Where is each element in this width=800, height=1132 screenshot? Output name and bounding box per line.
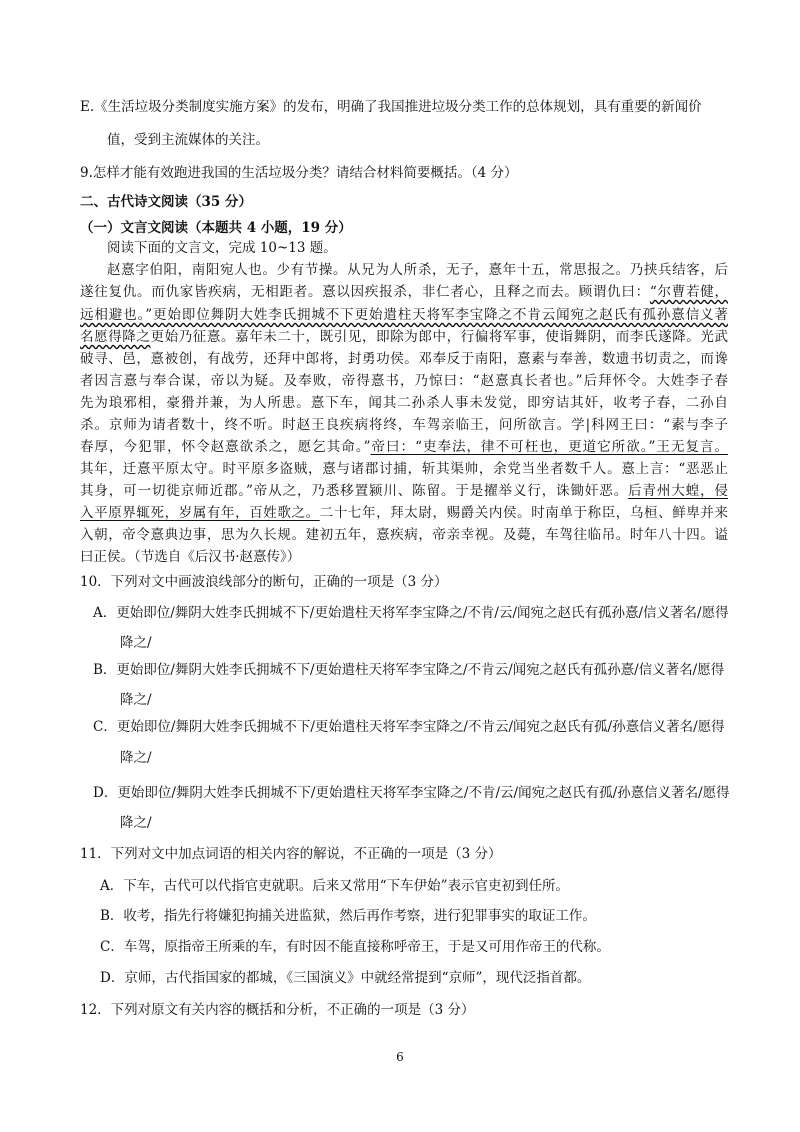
- q10-option-d[interactable]: D．更始即位/舞阴大姓李氏拥城不下/更始遣柱天将军李宝降之/不肯/云/闻宛之赵氏有孤/孙憙信义著名/愿得: [93, 785, 730, 801]
- passage-text: 遂往复仇。而仇家皆疾病，无相距者。憙以因疾报杀，非仁者心，且释之而去。顾谓仇曰：: [80, 284, 650, 300]
- reading-instruction: 阅读下面的文言文，完成 10~13 题。: [107, 240, 337, 256]
- q11-option-c[interactable]: C．车驾，原指帝王所乘的车，有时因不能直接称呼帝王，于是又可用作帝王的代称。: [100, 939, 610, 955]
- underlined-text: 后青州大蝗，侵: [628, 483, 729, 499]
- q10-option-a-cont: 降之/: [120, 635, 152, 651]
- wavy-underlined-text: 远相避也。”更始即位舞阴大姓李氏拥城不下更始遣柱天将军李宝降之不肯云闻宛之赵氏有孤孙憙信义著: [80, 307, 728, 323]
- passage-line: [80, 327, 728, 347]
- passage-text: 更始乃征憙。嘉年未二十，既引见，即除为郎中，行偏将军事，使诣舞阴，而李氏遂降。光武: [150, 329, 728, 345]
- question-9: 9.怎样才能有效跑进我国的生活垃圾分类？请结合材料简要概括。（4 分）: [80, 165, 518, 181]
- q10-option-a[interactable]: A．更始即位/舞阴大姓李氏拥城不下/更始遣柱天将军李宝降之/不肯/云/闻宛之赵氏有孤孙憙/信义著名/愿得: [93, 605, 729, 621]
- q11-option-b[interactable]: B．收考，指先行将嫌犯拘捕关进监狱，然后再作考察，进行犯罪事实的取证工作。: [100, 908, 596, 924]
- subsection-heading: （一）文言文阅读（本题共 4 小题，19 分）: [80, 220, 352, 236]
- wavy-underlined-text: “尔曹若健，: [649, 284, 729, 300]
- passage-line: 破寻、邑，憙被创，有战劳，还拜中郎将，封勇功侯。邓奉反于南阳，憙素与奉善，数遗书切责之，而谗: [80, 351, 728, 367]
- passage-line: [80, 305, 728, 325]
- passage-text: 二十七年，拜太尉，赐爵关内侯。时南单于称臣，乌桓、鲜卑并来: [319, 505, 729, 521]
- q10-option-b-cont: 降之/: [120, 692, 152, 708]
- underlined-text: 帝曰：“吏奉法，律不可枉也，更道它所欲。”王无复言。: [370, 439, 728, 455]
- passage-line: 赵憙字伯阳，南阳宛人也。少有节操。从兄为人所杀，无子，憙年十五，常思报之。乃挟兵结客，后: [107, 262, 728, 278]
- passage-line: 先为琅邪相，豪猾并兼，为人所患。憙下车，闻其二孙杀人事未发觉，即穷诘其奸，收考子春，二孙自: [80, 395, 728, 411]
- passage-line: 曰正侯。（节选自《后汉书·赵憙传》）: [80, 549, 301, 565]
- q10-option-b[interactable]: B．更始即位/舞阴大姓李氏拥城不下/更始遣柱天将军李宝降之/不肯云/闻宛之赵氏有孤孙憙/信义著名/愿得: [93, 662, 725, 678]
- passage-line: 杀。京师为请者数十，终不听。时赵王良疾病将终，车驾亲临王，问所欲言。学|科网王曰：“素与李子: [80, 417, 728, 433]
- passage-line: [80, 481, 728, 501]
- passage-text: 春厚，今犯罪，怀令赵憙欲杀之，愿乞其命。”: [80, 439, 371, 455]
- page-number: 6: [396, 1050, 404, 1064]
- passage-line: [80, 503, 728, 523]
- wavy-underlined-text: 名愿得降之: [80, 329, 151, 345]
- passage-text: 其身，可一切徙京师近郡。”帝从之，乃悉移置颍川、陈留。于是擢举义行，诛锄奸恶。: [80, 483, 629, 499]
- q10-option-c[interactable]: C．更始即位/舞阴大姓李氏拥城不下/更始遣柱天将军李宝降之/不肯云/闻宛之赵氏有孤/孙憙信义著名/愿得: [93, 719, 725, 735]
- question-12-stem: 12．下列对原文有关内容的概括和分析，不正确的一项是（3 分）: [80, 1002, 475, 1018]
- question-11-stem: 11．下列对文中加点词语的相关内容的解说，不正确的一项是（3 分）: [80, 846, 502, 862]
- passage-line: 入朝，帝令憙典边事，思为久长规。建初五年，憙疾病，帝亲幸视。及薨，车驾往临吊。时年八十四。谥: [80, 527, 728, 543]
- passage-line: [80, 282, 728, 302]
- q11-option-a[interactable]: A．下车，古代可以代指官吏就职。后来又常用“下车伊始”表示官吏初到任所。: [100, 878, 570, 894]
- q8-option-e-line2: 值，受到主流媒体的关注。: [107, 132, 269, 148]
- passage-line: 者因言憙与奉合谋，帝以为疑。及奉败，帝得憙书，乃惊曰：“赵憙真长者也。”后拜怀令。大姓李子春: [80, 373, 728, 389]
- passage-line: 其年，迁憙平原太守。时平原多盗贼，憙与诸郡讨捕，斩其渠帅，余党当坐者数千人。憙上言：“恶恶止: [80, 461, 728, 477]
- q10-option-d-cont: 降之/: [120, 815, 152, 831]
- underlined-text: 入平原界辄死，岁属有年，百姓歌之。: [80, 505, 320, 521]
- passage-line: [80, 437, 728, 457]
- q8-option-e-line1: E.《生活垃圾分类制度实施方案》的发布，明确了我国推进垃圾分类工作的总体规划，具有重要的新闻价: [80, 99, 702, 115]
- question-10-stem: 10．下列对文中画波浪线部分的断句，正确的一项是（3 分）: [80, 574, 448, 590]
- section-heading: 二、古代诗文阅读（35 分）: [80, 194, 252, 210]
- q10-option-c-cont: 降之/: [120, 750, 152, 766]
- q11-option-d[interactable]: D．京师，古代指国家的都城，《三国演义》中就经常提到“京师”，现代泛指首都。: [100, 970, 591, 986]
